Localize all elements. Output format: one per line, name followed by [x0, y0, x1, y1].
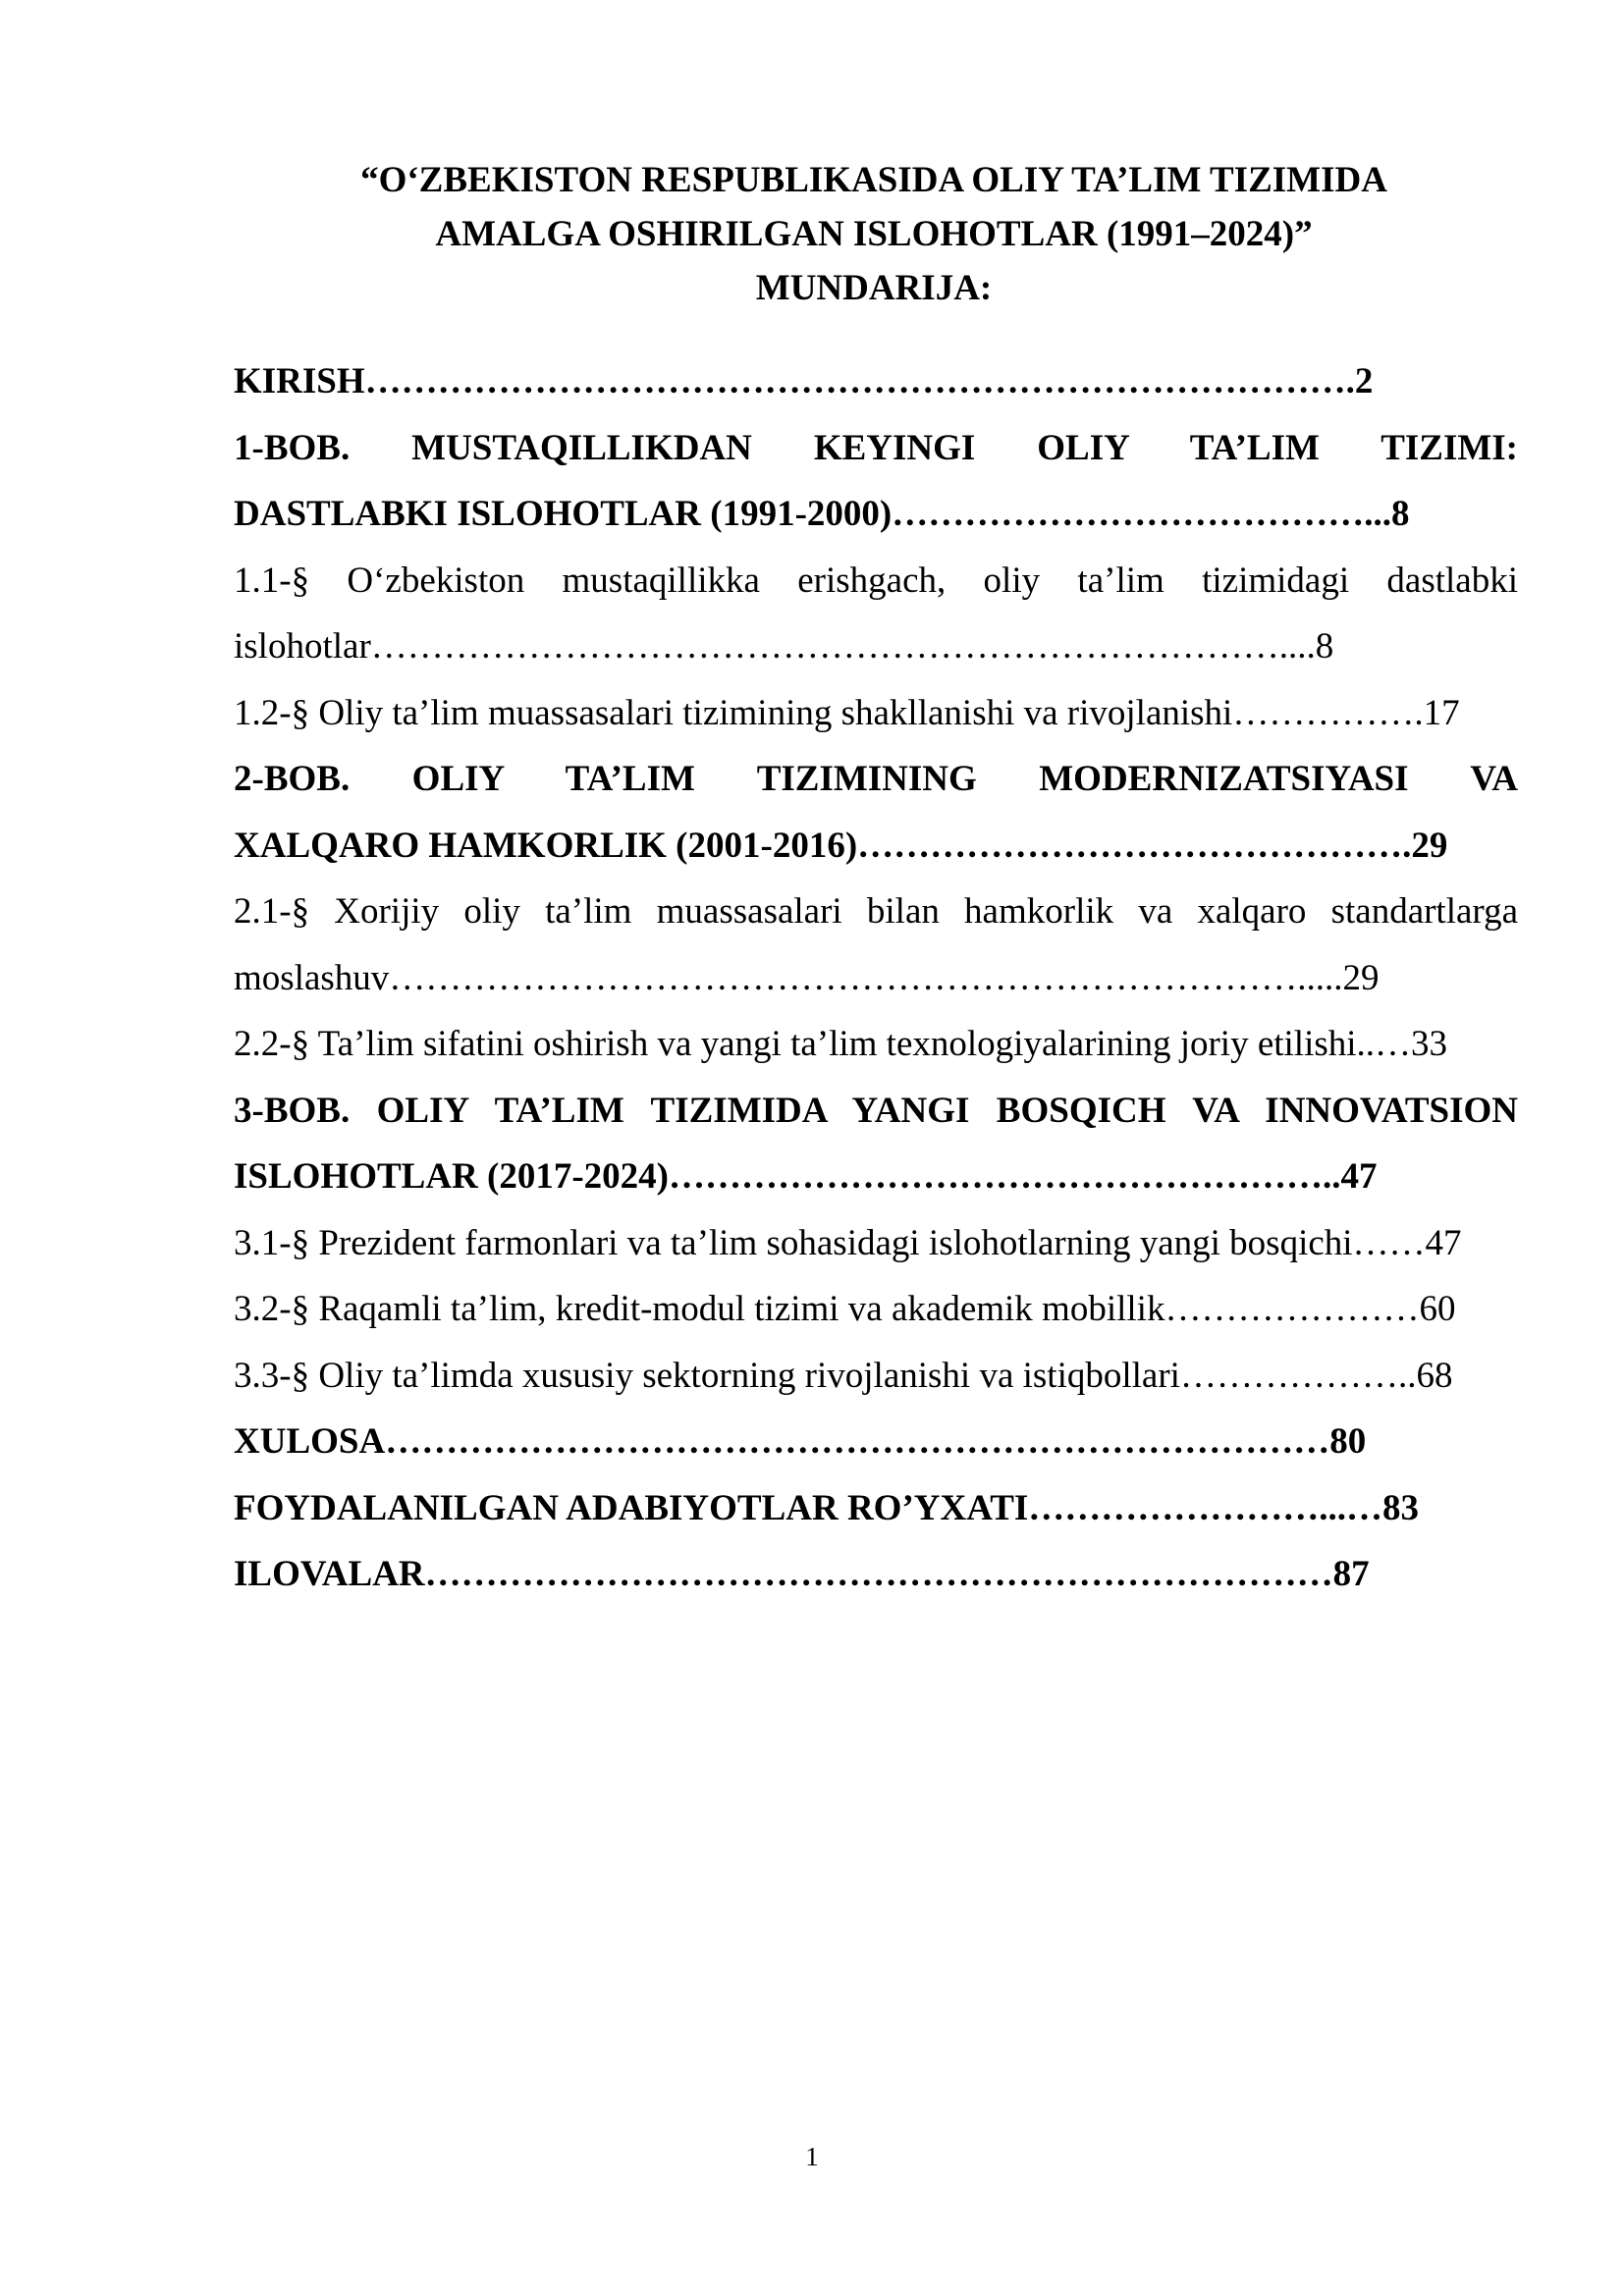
toc-heading: MUNDARIJA:	[755, 268, 993, 308]
document-title	[236, 153, 1512, 315]
toc-entry-section-1-1-line-1[interactable]: 1.1-§ O‘zbekiston mustaqillikka erishgach, oliy ta’lim tizimidagi dastlabki	[234, 560, 1518, 601]
toc-entry-chapter-2-line-1[interactable]: 2-BOB. OLIY TA’LIM TIZIMINING MODERNIZATSIYASI VA	[234, 759, 1518, 799]
toc-entry-chapter-1-line-2[interactable]: DASTLABKI ISLOHOTLAR (1991-2000)…………………………………...8	[234, 494, 1410, 534]
toc-entry-section-1-1-line-2[interactable]: islohotlar…………………………………………………………………....8	[234, 626, 1334, 667]
toc-entry-section-2-2[interactable]: 2.2-§ Ta’lim sifatini oshirish va yangi ta’lim texnologiyalarining joriy etilishi..…33	[234, 1024, 1448, 1064]
toc-entry-section-3-1[interactable]: 3.1-§ Prezident farmonlari va ta’lim sohasidagi islohotlarning yangi bosqichi……47	[234, 1222, 1462, 1263]
toc-entry-section-3-2[interactable]: 3.2-§ Raqamli ta’lim, kredit-modul tizimi va akademik mobillik…………………60	[234, 1289, 1456, 1329]
toc-entry-chapter-2-line-2[interactable]: XALQARO HAMKORLIK (2001-2016)……………………………………….29	[234, 825, 1448, 866]
toc-entry-ilovalar[interactable]: ILOVALAR…………………………………………………………………87	[234, 1554, 1370, 1594]
page-number: 1	[805, 2142, 819, 2171]
toc-entry-adabiyotlar[interactable]: FOYDALANILGAN ADABIYOTLAR RO’YXATI……………………...…83	[234, 1487, 1420, 1528]
toc-entry-chapter-3-line-1[interactable]: 3-BOB. OLIY TA’LIM TIZIMIDA YANGI BOSQICH VA INNOVATSION	[234, 1090, 1518, 1131]
toc-entry-section-1-2[interactable]: 1.2-§ Oliy ta’lim muassasalari tizimining shakllanishi va rivojlanishi…………….17	[234, 692, 1460, 733]
table-of-contents	[234, 348, 1518, 1608]
toc-entry-section-2-1-line-1[interactable]: 2.1-§ Xorijiy oliy ta’lim muassasalari bilan hamkorlik va xalqaro standartlarga	[234, 891, 1518, 932]
toc-entry-section-3-3[interactable]: 3.3-§ Oliy ta’limda xususiy sektorning rivojlanishi va istiqbollari………………..68	[234, 1355, 1453, 1396]
title-line-2: AMALGA OSHIRILGAN ISLOHOTLAR (1991–2024)”	[435, 214, 1313, 254]
toc-entry-chapter-3-line-2[interactable]: ISLOHOTLAR (2017-2024)………………………………………………..47	[234, 1156, 1378, 1197]
toc-entry-section-2-1-line-2[interactable]: moslashuv………………………………………………………………….....29	[234, 957, 1380, 998]
toc-entry-chapter-1-line-1[interactable]: 1-BOB. MUSTAQILLIKDAN KEYINGI OLIY TA’LIM TIZIMI:	[234, 427, 1518, 468]
toc-entry-kirish[interactable]: KIRISH……………………………………………………………………….2	[234, 361, 1374, 401]
toc-entry-xulosa[interactable]: XULOSA……………………………………………………………………80	[234, 1421, 1367, 1462]
title-line-1: “O‘ZBEKISTON RESPUBLIKASIDA OLIY TA’LIM TIZIMIDA	[360, 160, 1387, 200]
